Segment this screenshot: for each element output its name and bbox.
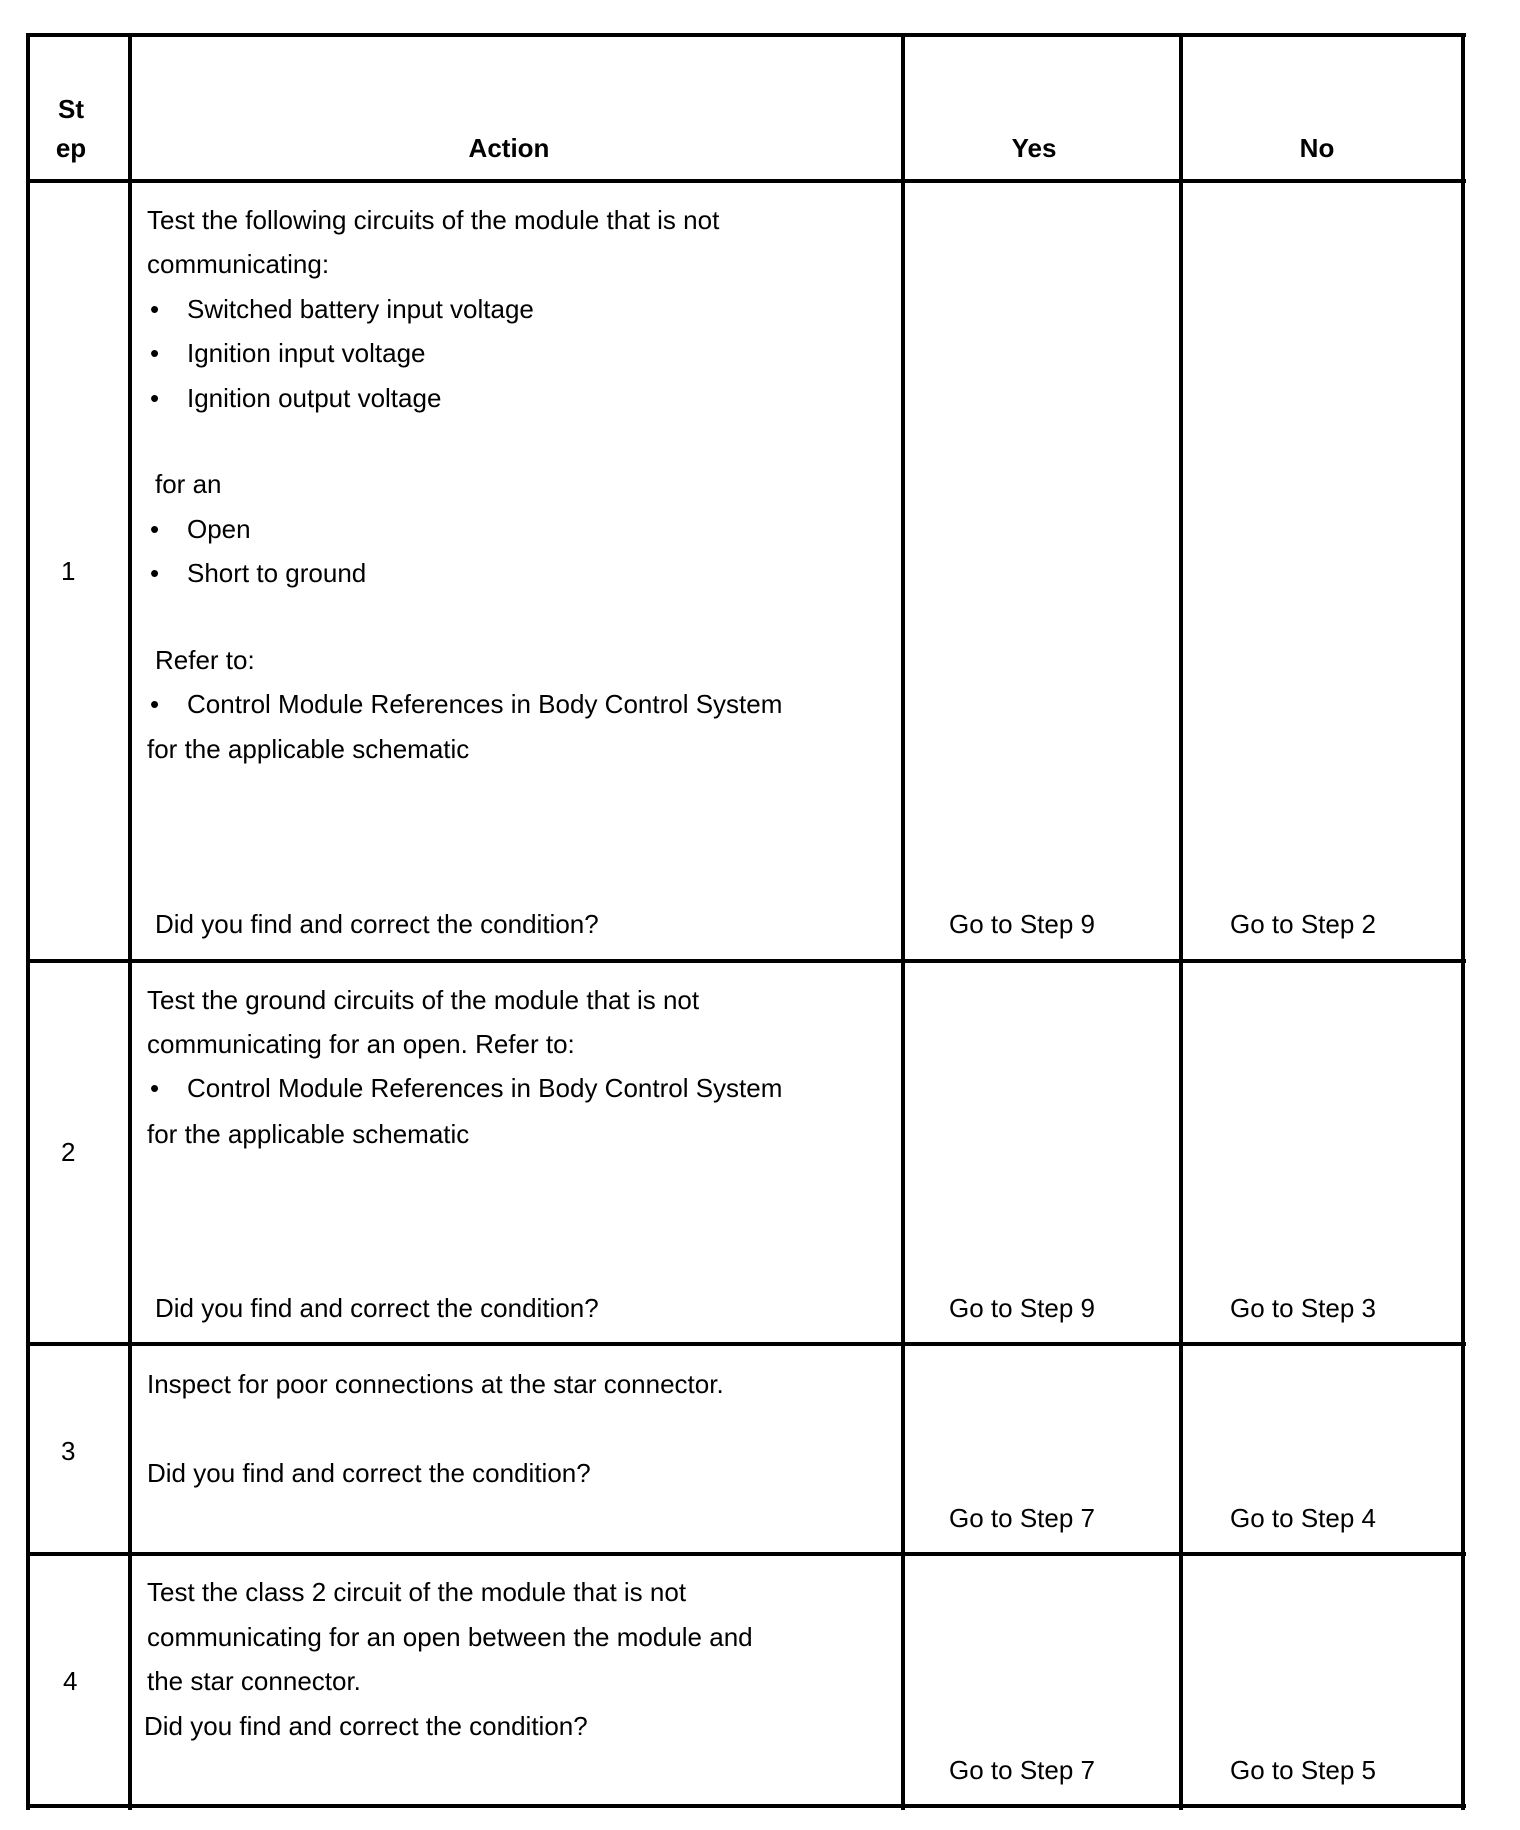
- step-number: 3: [61, 1436, 76, 1466]
- action-text: communicating for an open between the module and: [147, 1622, 753, 1652]
- header-step: St: [58, 94, 84, 124]
- action-text: Test the ground circuits of the module that is not: [147, 985, 700, 1015]
- no-result: Go to Step 5: [1230, 1755, 1376, 1785]
- action-question: Did you find and correct the condition?: [144, 1711, 588, 1741]
- action-text: Inspect for poor connections at the star connector.: [147, 1369, 724, 1399]
- action-question: Did you find and correct the condition?: [147, 1458, 591, 1488]
- step-number: 1: [61, 556, 76, 586]
- header-divider: [26, 179, 1466, 183]
- action-text: for the applicable schematic: [147, 734, 470, 764]
- header-no: No: [1299, 133, 1335, 163]
- header-yes: Yes: [1011, 133, 1057, 163]
- action-text: communicating for an open. Refer to:: [147, 1029, 575, 1059]
- bullet-icon: •: [150, 558, 160, 588]
- table-border-right: [1461, 33, 1465, 1810]
- no-result: Go to Step 4: [1230, 1503, 1376, 1533]
- column-divider: [128, 33, 132, 1810]
- action-text: communicating:: [147, 249, 330, 279]
- action-bullet: Ignition input voltage: [187, 338, 426, 368]
- step-number: 4: [63, 1666, 78, 1696]
- table-border-top: [26, 33, 1466, 37]
- header-step: ep: [55, 133, 87, 163]
- bullet-icon: •: [150, 1073, 160, 1103]
- action-text: Refer to:: [155, 645, 255, 675]
- action-text: Test the class 2 circuit of the module that is not: [147, 1577, 687, 1607]
- action-text: the star connector.: [147, 1666, 361, 1696]
- bullet-icon: •: [150, 294, 160, 324]
- row-divider: [26, 1552, 1466, 1556]
- bullet-icon: •: [150, 383, 160, 413]
- action-bullet: Open: [187, 514, 251, 544]
- action-bullet: Ignition output voltage: [187, 383, 442, 413]
- step-number: 2: [61, 1137, 76, 1167]
- bullet-icon: •: [150, 689, 160, 719]
- table-border-left: [26, 33, 30, 1810]
- row-divider: [26, 1342, 1466, 1346]
- table-border-bottom: [26, 1804, 1466, 1808]
- action-text: for an: [155, 469, 222, 499]
- action-bullet: Switched battery input voltage: [187, 294, 534, 324]
- bullet-icon: •: [150, 338, 160, 368]
- yes-result: Go to Step 9: [949, 909, 1095, 939]
- action-text: Test the following circuits of the module that is not: [147, 205, 720, 235]
- yes-result: Go to Step 9: [949, 1293, 1095, 1323]
- action-question: Did you find and correct the condition?: [155, 1293, 599, 1323]
- no-result: Go to Step 2: [1230, 909, 1376, 939]
- no-result: Go to Step 3: [1230, 1293, 1376, 1323]
- yes-result: Go to Step 7: [949, 1755, 1095, 1785]
- action-question: Did you find and correct the condition?: [155, 909, 599, 939]
- header-action: Action: [468, 133, 550, 163]
- row-divider: [26, 959, 1466, 963]
- action-bullet: Control Module References in Body Control System: [187, 689, 783, 719]
- column-divider: [901, 33, 905, 1810]
- bullet-icon: •: [150, 514, 160, 544]
- action-bullet: Short to ground: [187, 558, 367, 588]
- action-text: for the applicable schematic: [147, 1119, 470, 1149]
- column-divider: [1179, 33, 1183, 1810]
- yes-result: Go to Step 7: [949, 1503, 1095, 1533]
- action-bullet: Control Module References in Body Control System: [187, 1073, 783, 1103]
